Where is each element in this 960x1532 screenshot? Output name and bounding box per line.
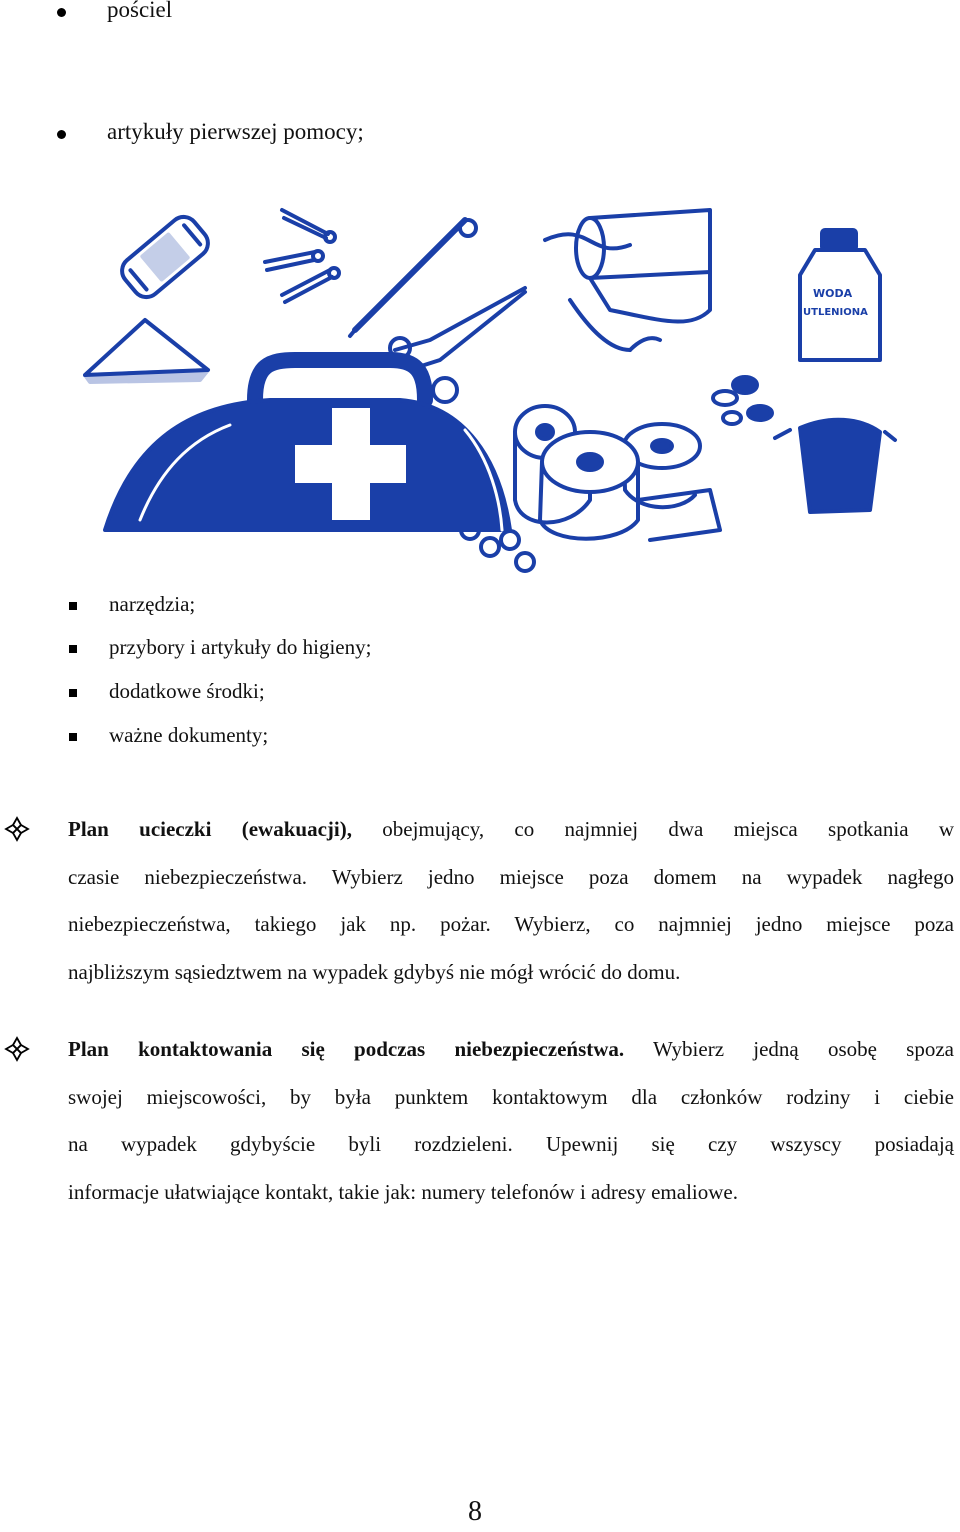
bullet-square bbox=[69, 645, 77, 653]
gauze-icon bbox=[775, 420, 895, 512]
line-text: najbliższym sąsiedztwem na wypadek gdybyś nie mógł wrócić do domu. bbox=[68, 959, 681, 984]
paragraph-line bbox=[68, 854, 954, 902]
bullet-square bbox=[69, 733, 77, 741]
list-item-extra-supplies: dodatkowe środki; bbox=[109, 679, 265, 703]
line-text: czasie niebezpieczeństwa. Wybierz jedno miejsce poza domem na wypadek nagłego bbox=[68, 864, 954, 889]
triangle-bandage-icon bbox=[85, 320, 208, 375]
list-item-bedding: pościel bbox=[107, 0, 173, 22]
paragraph-line bbox=[68, 806, 954, 854]
line-text: informacje ułatwiające kontakt, takie jak: numery telefonów i adresy emaliowe. bbox=[68, 1179, 738, 1204]
line-text: Wybierz jedną osobę spoza bbox=[624, 1037, 954, 1061]
list-item-tools: narzędzia; bbox=[109, 592, 196, 616]
toilet-paper-icon bbox=[515, 406, 720, 540]
paragraph-line bbox=[68, 1074, 954, 1122]
bold-lead: Plan kontaktowania się podczas niebezpieczeństwa. bbox=[68, 1037, 625, 1061]
diamond-bullet-icon bbox=[4, 816, 30, 842]
line-text: obejmujący, co najmniej dwa miejsca spotkania w bbox=[351, 817, 954, 841]
paragraph-line bbox=[68, 1026, 954, 1074]
paragraph-line bbox=[68, 901, 954, 949]
paragraph-line bbox=[68, 1121, 954, 1169]
paragraph-line bbox=[68, 1169, 954, 1217]
line-text: swojej miejscowości, by była punktem kontaktowym dla członków rodziny i ciebie bbox=[68, 1084, 954, 1109]
first-aid-illustration bbox=[70, 200, 900, 590]
bottle-label-line2: UTLENIONA bbox=[803, 307, 868, 318]
bullet-dot bbox=[57, 130, 66, 139]
thermometer-icon bbox=[350, 220, 476, 336]
list-item-first-aid: artykuły pierwszej pomocy; bbox=[107, 119, 364, 144]
diamond-bullet-icon bbox=[4, 1036, 30, 1062]
bandage-icon bbox=[116, 211, 213, 303]
page-number: 8 bbox=[468, 1496, 482, 1527]
bullet-square bbox=[69, 689, 77, 697]
bold-lead: Plan ucieczki (ewakuacji), bbox=[68, 817, 352, 841]
paper-roll-icon bbox=[545, 210, 710, 350]
bullet-dot bbox=[57, 8, 66, 17]
bottle-label-line1: WODA bbox=[813, 287, 853, 300]
medical-bag-icon bbox=[105, 360, 510, 530]
list-item-hygiene: przybory i artykuły do higieny; bbox=[109, 635, 372, 659]
scissors-icon bbox=[390, 288, 525, 402]
paragraph-line bbox=[68, 949, 954, 997]
line-text: na wypadek gdybyście byli rozdzieleni. Upewnij się czy wszyscy posiadają bbox=[68, 1132, 954, 1156]
contact-plan-paragraph bbox=[68, 1026, 954, 1216]
safety-pins-icon bbox=[265, 210, 339, 302]
evacuation-plan-paragraph bbox=[68, 806, 954, 996]
bullet-square bbox=[69, 602, 77, 610]
line-text: niebezpieczeństwa, takiego jak np. pożar. Wybierz, co najmniej jedno miejsce poza bbox=[68, 912, 954, 936]
list-item-documents: ważne dokumenty; bbox=[109, 723, 269, 747]
